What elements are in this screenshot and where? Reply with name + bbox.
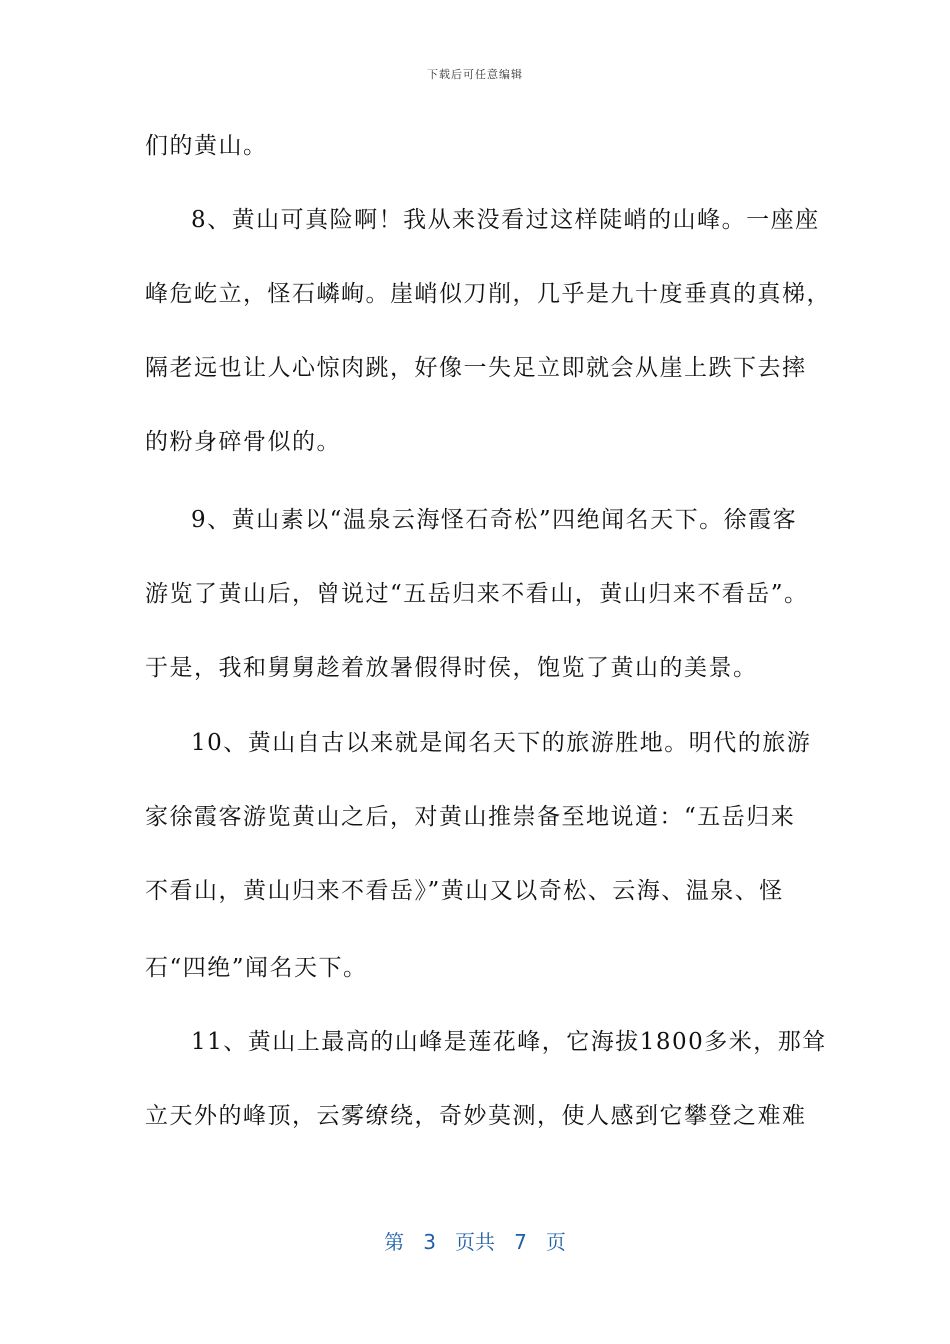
- text-line: 的粉身碎骨似的。: [145, 429, 341, 455]
- page-footer: [0, 1226, 950, 1255]
- text-line: 们的黄山。: [145, 133, 268, 159]
- text-line: 8、黄山可真险啊！我从来没看过这样陡峭的山峰。一座座: [191, 207, 820, 233]
- text-line: 9、黄山素以“温泉云海怪石奇松”四绝闻名天下。徐霞客: [191, 507, 798, 533]
- text-line: 隔老远也让人心惊肉跳，好像一失足立即就会从崖上跌下去摔: [145, 355, 807, 381]
- footer-prefix: 第: [384, 1230, 405, 1254]
- text-line: 11、黄山上最高的山峰是莲花峰，它海拔1800多米，那耸: [191, 1029, 827, 1055]
- text-line: 不看山，黄山归来不看岳》”黄山又以奇松、云海、温泉、怪: [145, 878, 784, 904]
- current-page-number: 3: [423, 1230, 436, 1254]
- text-line: 峰危屹立，怪石嶙峋。崖峭似刀削，几乎是九十度垂真的真梯，: [145, 281, 831, 307]
- text-line: 游览了黄山后，曾说过“五岳归来不看山，黄山归来不看岳”。: [145, 581, 809, 607]
- footer-middle: 页共: [455, 1230, 495, 1254]
- text-line: 石“四绝”闻名天下。: [145, 955, 368, 981]
- page-header: 下载后可任意编辑: [427, 68, 523, 81]
- text-line: 于是，我和舅舅趁着放暑假得时侯，饱览了黄山的美景。: [145, 655, 758, 681]
- footer-suffix: 页: [545, 1230, 566, 1254]
- text-line: 10、黄山自古以来就是闻名天下的旅游胜地。明代的旅游: [191, 730, 812, 756]
- total-pages-number: 7: [514, 1230, 527, 1254]
- text-line: 家徐霞客游览黄山之后，对黄山推崇备至地说道：“五岳归来: [145, 804, 796, 830]
- text-line: 立天外的峰顶，云雾缭绕，奇妙莫测，使人感到它攀登之难难: [145, 1103, 807, 1129]
